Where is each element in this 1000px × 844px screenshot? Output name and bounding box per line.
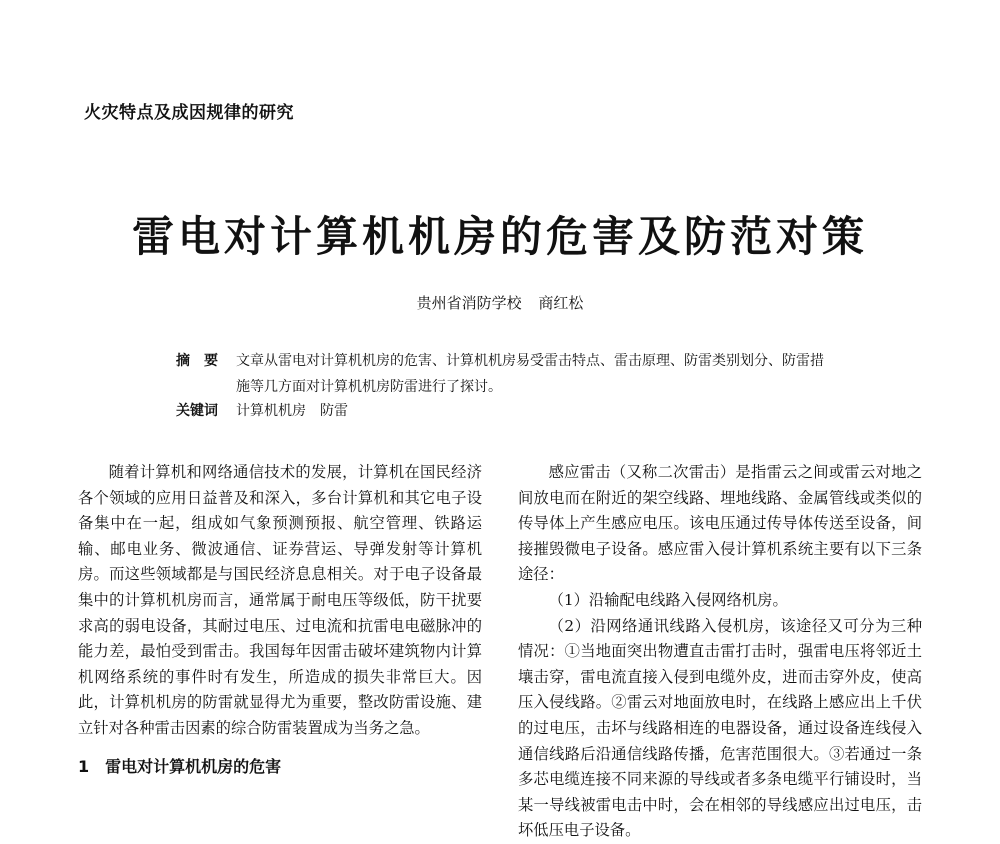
left-column — [78, 460, 482, 779]
induction-lightning-paragraph: 感应雷击（又称二次雷击）是指雷云之间或雷云对地之间放电而在附近的架空线路、埋地线路、金属管线或类似的传导体上产生感应电压。该电压通过传导体传送至设备，间接摧毁微电子设备。感应雷入侵计算机系统主要有以下三条途径： — [518, 463, 922, 584]
right-column — [518, 460, 922, 844]
path-two-paragraph: （2）沿网络通讯线路入侵机房，该途径又可分为三种情况：①当地面突出物遭直击雷打击时，强雷电压将邻近土壤击穿，雷电流直接入侵到电缆外皮，进而击穿外皮，使高压入侵线路。②雷云对地面放电时，在线路上感应出上千伏的过电压，击坏与线路相连的电器设备，通过设备连线侵入通信线路后沿通信线路传播，危害范围很大。③若通过一条多芯电缆连接不同来源的导线或者多条电缆平行铺设时，当某一导线被雷电击中时，会在相邻的导线感应出过电压，击坏低压电子设备。 — [518, 616, 922, 840]
abstract-label: 摘 要 — [176, 353, 218, 369]
author-affiliation: 贵州省消防学校 — [416, 294, 522, 312]
path-one-paragraph: （1）沿输配电线路入侵网络机房。 — [548, 590, 788, 609]
intro-paragraph: 随着计算机和网络通信技术的发展，计算机在国民经济各个领域的应用日益普及和深入，多台计算机和其它电子设备集中在一起，组成如气象预测预报、航空管理、铁路运输、邮电业务、微波通信、证券营运、导弹发射等计算机房。而这些领域都是与国民经济息息相关。对于电子设备最集中的计算机机房而言，通常属于耐电压等级低，防干扰要求高的弱电设备，其耐过电压、过电流和抗雷电电磁脉冲的能力差，最怕受到雷击。我国每年因雷击破坏建筑物内计算机网络系统的事件时有发生，所造成的损失非常巨大。因此，计算机机房的防雷就显得尤为重要，整改防雷设施、建立针对各种雷击因素的综合防雷装置成为当务之急。 — [78, 463, 482, 737]
author-line — [0, 292, 1000, 313]
keywords-label: 关键词 — [176, 403, 218, 419]
author-name: 商红松 — [538, 294, 584, 312]
keywords-text: 计算机机房 防雷 — [236, 403, 348, 419]
section-heading: 1 雷电对计算机机房的危害 — [78, 756, 282, 776]
section-header: 火灾特点及成因规律的研究 — [84, 103, 294, 123]
abstract-text: 文章从雷电对计算机机房的危害、计算机机房易受雷击特点、雷击原理、防雷类别划分、防雷措施等几方面对计算机机房防雷进行了探讨。 — [236, 353, 824, 395]
article-title: 雷电对计算机机房的危害及防范对策 — [131, 212, 868, 261]
